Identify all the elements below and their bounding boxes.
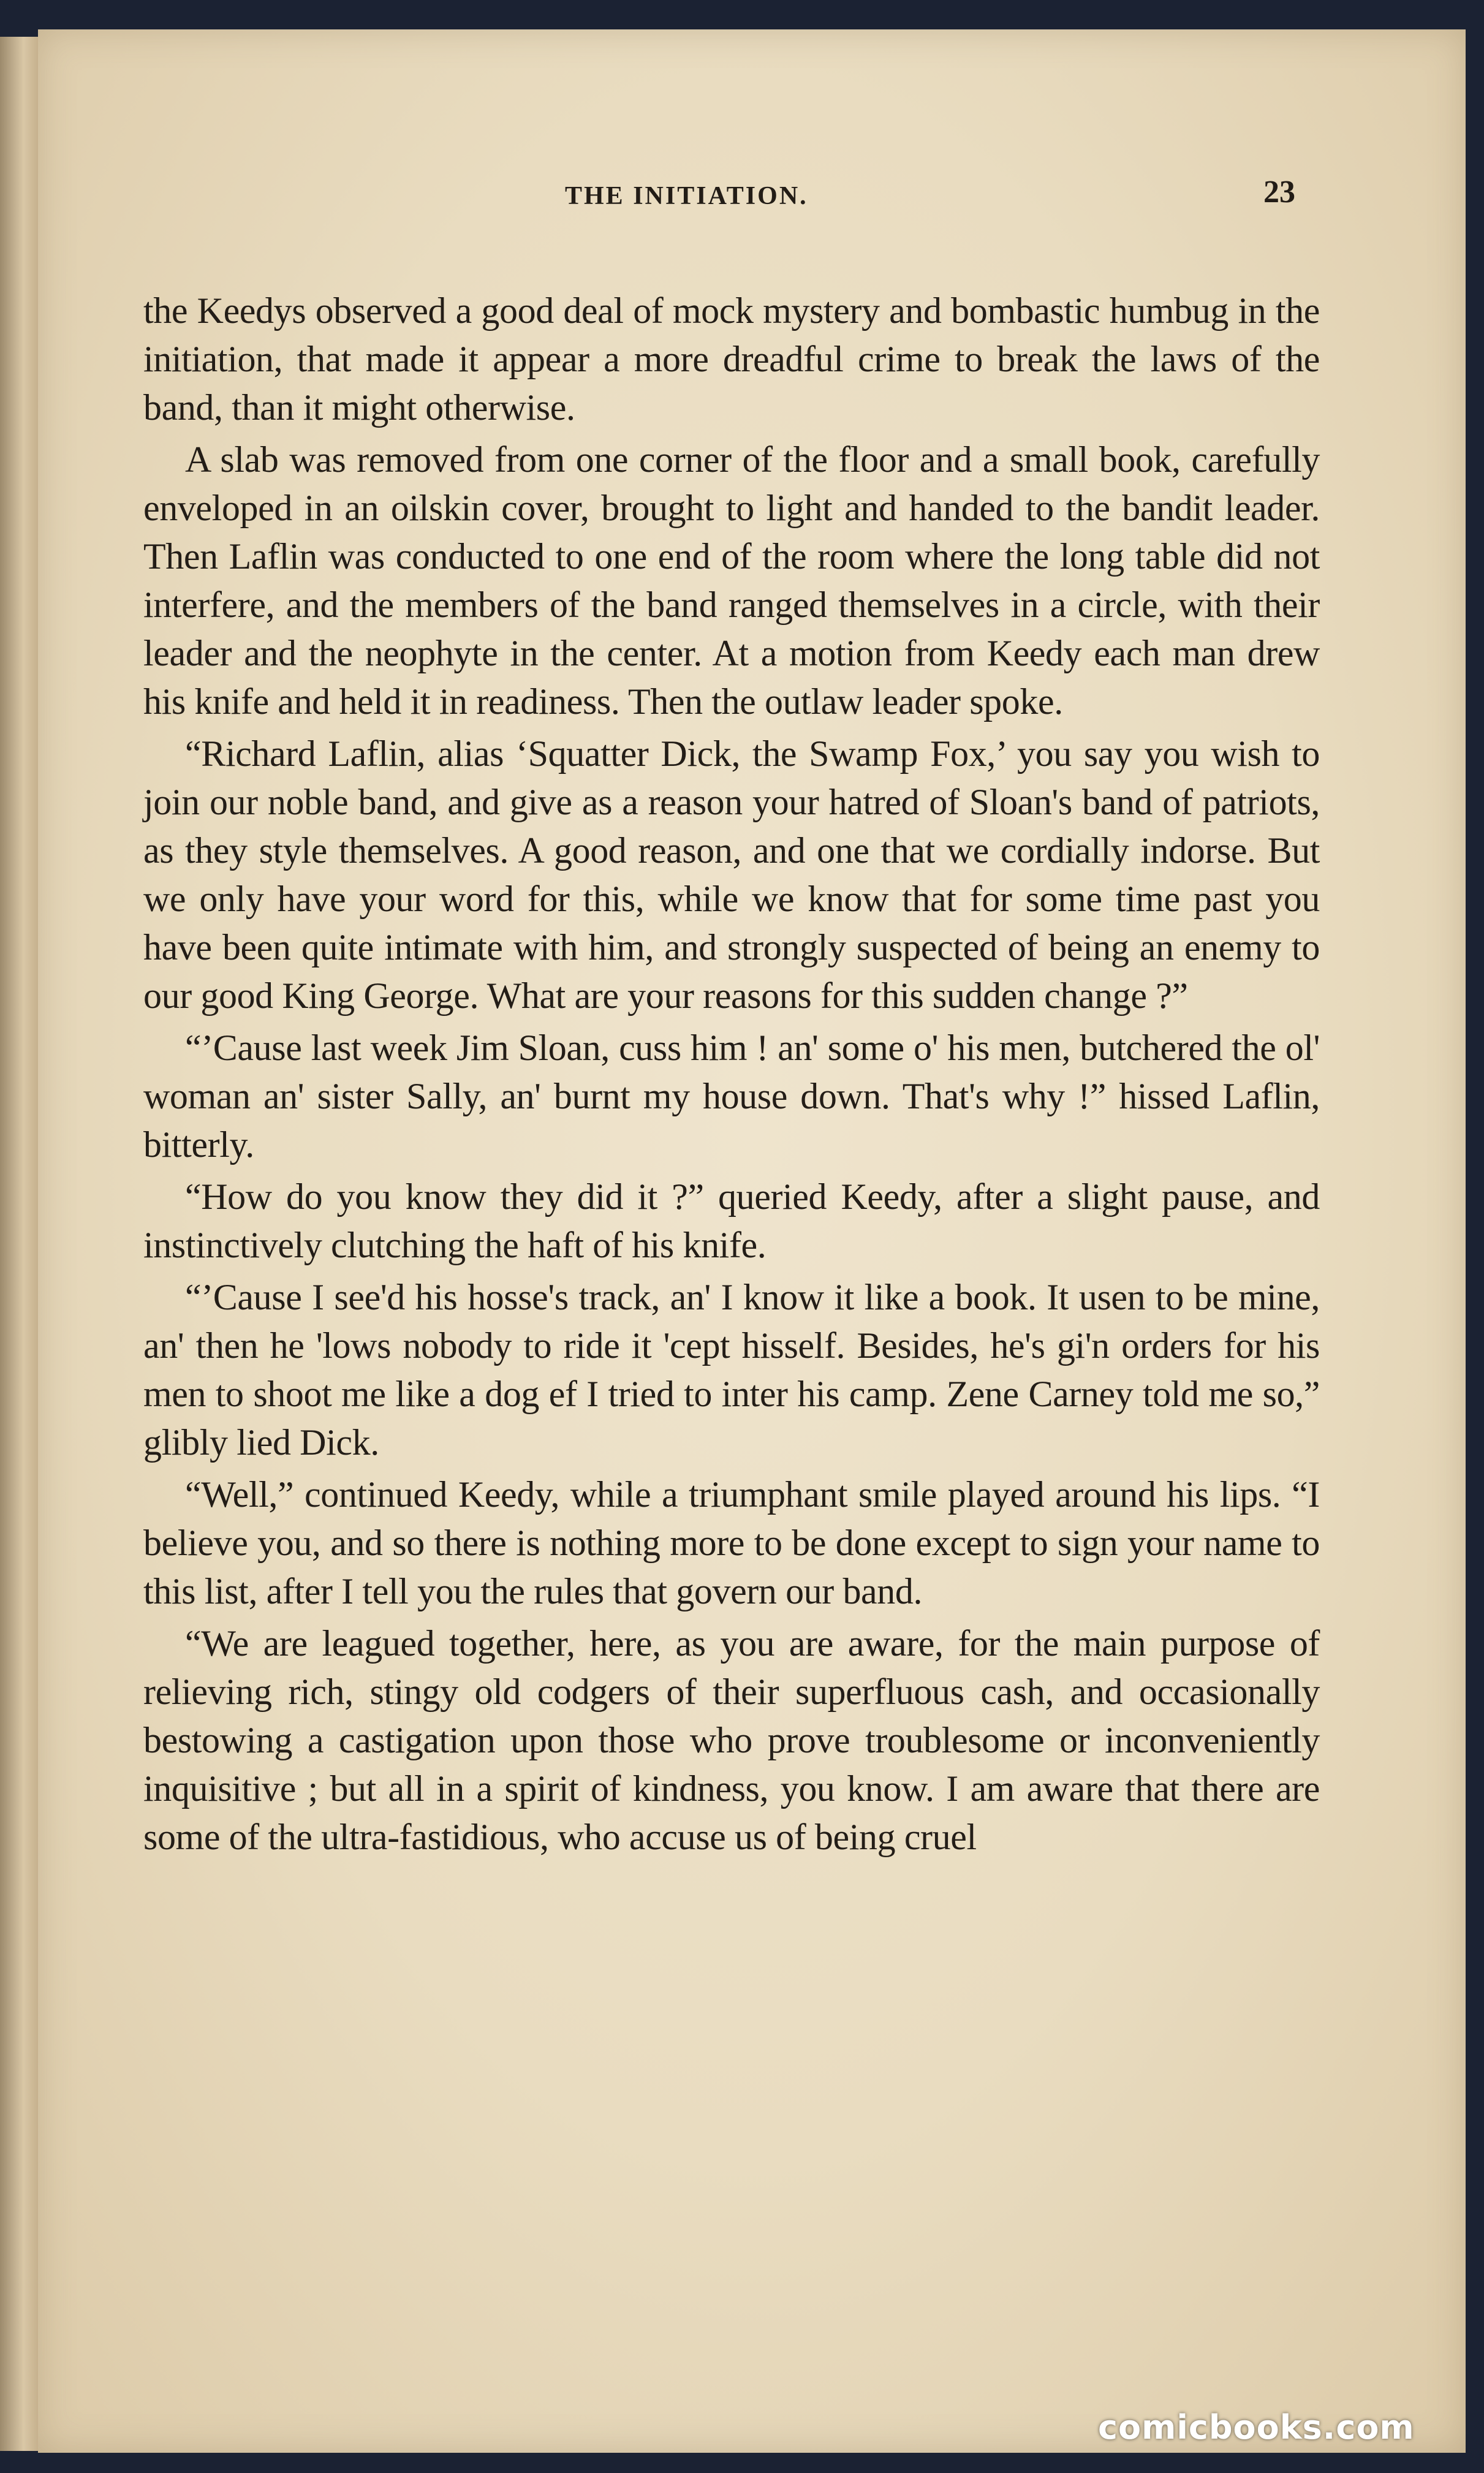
book-page bbox=[38, 29, 1466, 2453]
paragraph-laflin-reply: “’Cause last week Jim Sloan, cuss him ! an' some o' his men, butchered the ol' woman an' sister Sally, an' burnt my house down. That's why !” hissed Laflin, bitterly. bbox=[143, 1028, 1320, 1165]
paragraph-slab: A slab was removed from one corner of the floor and a small book, carefully enveloped in an oilskin cover, brought to light and handed to the bandit leader. Then Laflin was conducted to one end of the room where the long table did not interfere, and the members of the band ranged themselves in a circle, with their leader and the neophyte in the center. At a motion from Keedy each man drew his knife and held it in readiness. Then the outlaw leader spoke. bbox=[143, 439, 1320, 722]
body-text bbox=[143, 287, 1320, 1865]
paragraph-continuation: the Keedys observed a good deal of mock mystery and bombastic humbug in the initiation, that made it appear a more dreadful crime to break the laws of the band, than it might otherwise. bbox=[143, 290, 1320, 428]
running-head: THE INITIATION. bbox=[565, 182, 808, 210]
paragraph-rules: “We are leagued together, here, as you are aware, for the main purpose of relieving rich, stingy old codgers of their superfluous cash, and occasionally bestowing a castigation upon those who prove troublesome or inconveniently inquisitive ; but all in a spirit of kindness, you know. I am aware that there are some of the ultra-fastidious, who accuse us of being cruel bbox=[143, 1623, 1320, 1857]
page-number: 23 bbox=[1263, 175, 1295, 210]
paragraph-keedy-question: “How do you know they did it ?” queried Keedy, after a slight pause, and instinctively clutching the haft of his knife. bbox=[143, 1176, 1320, 1265]
paragraph-keedy-speech: “Richard Laflin, alias ‘Squatter Dick, the Swamp Fox,’ you say you wish to join our noble band, and give as a reason your hatred of Sloan's band of patriots, as they style themselves. A good reason, and one that we cordially indorse. But we only have your word for this, while we know that for some time past you have been quite intimate with him, and strongly suspected of being an enemy to our good King George. What are your reasons for this sudden change ?” bbox=[143, 733, 1320, 1016]
paragraph-keedy-believe: “Well,” continued Keedy, while a triumphant smile played around his lips. “I believe you, and so there is nothing more to be done except to sign your name to this list, after I tell you the rules that govern our band. bbox=[143, 1474, 1320, 1611]
watermark: comicbooks.com bbox=[1098, 2408, 1415, 2447]
left-page-edge bbox=[0, 37, 43, 2451]
paragraph-laflin-explanation: “’Cause I see'd his hosse's track, an' I know it like a book. It usen to be mine, an' then he 'lows nobody to ride it 'cept hisself. Besides, he's gi'n orders for his men to shoot me like a dog ef I tried to inter his camp. Zene Carney told me so,” glibly lied Dick. bbox=[143, 1277, 1320, 1463]
